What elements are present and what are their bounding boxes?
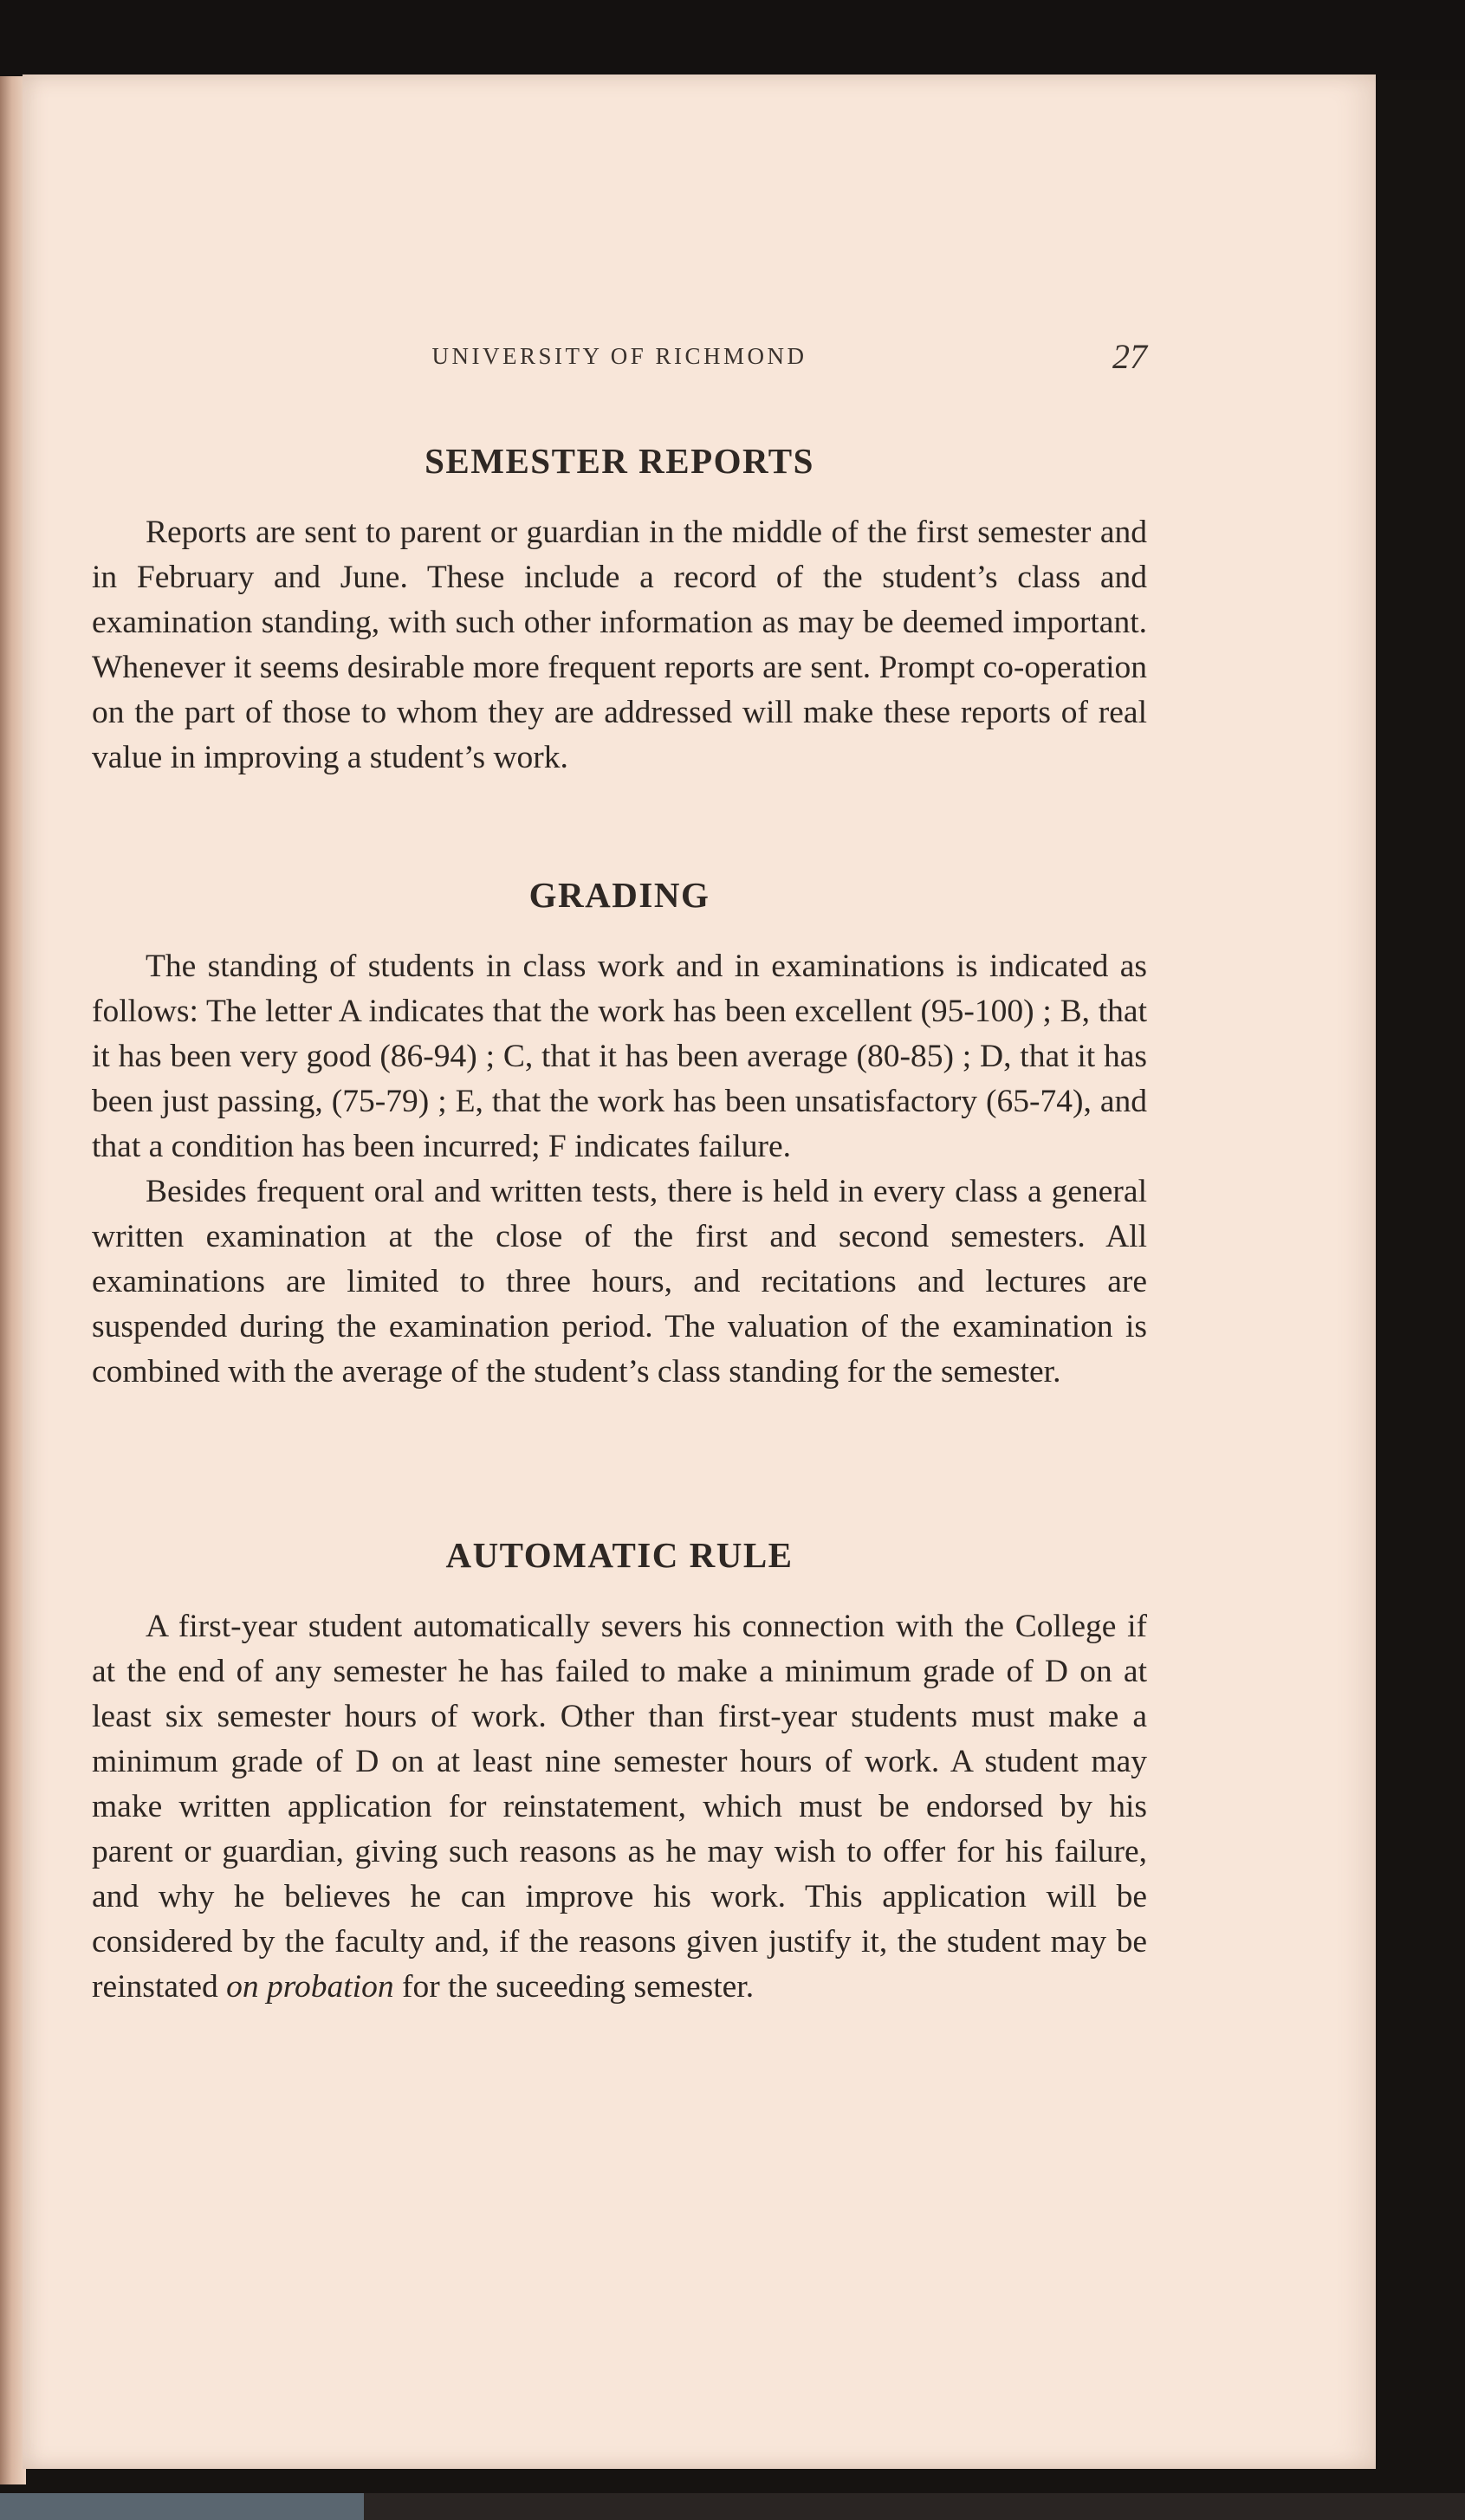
scan-background-top bbox=[0, 0, 1465, 80]
scan-color-bar bbox=[0, 2493, 364, 2520]
paragraph-text-end: for the suceeding semester. bbox=[401, 1969, 755, 2005]
section-heading: AUTOMATIC RULE bbox=[445, 1535, 794, 1575]
section-automatic-rule bbox=[92, 1535, 1147, 2010]
running-head-title: UNIVERSITY OF RICHMOND bbox=[431, 343, 807, 369]
section-grading bbox=[92, 875, 1147, 1395]
section-semester-reports bbox=[92, 441, 1147, 781]
running-head bbox=[92, 336, 1147, 379]
paragraph: The standing of students in class work and in examinations is indicated as follows: The letter A indicates that the work has been excellent (95-100) ; B, that it has been very good (86-94) ; C, that it has been average (80-85) ; D, that it has been just passing, (75-79) ; E, that the work has been unsatisfactory (65-74), and that a condition has been incurred; F indicates failure. bbox=[92, 949, 1147, 1164]
section-heading: GRADING bbox=[528, 875, 710, 915]
paragraph bbox=[92, 1604, 1147, 2010]
section-heading: SEMESTER REPORTS bbox=[425, 441, 814, 481]
paragraph: Reports are sent to parent or guardian in the middle of the first semester and in February and June. These include a record of the student’s class and examination standing, with such other information as may be deemed important. Whenever it seems desirable more frequent reports are sent. Prompt co-operation on the part of those to whom they are addressed will make these reports of real value in improving a student’s work. bbox=[92, 515, 1147, 775]
paragraph-text: A first-year student automatically severs his connection with the College if at the end of any semester he has failed to make a minimum grade of D on at least six semester hours of work. Other than first-year students must make a minimum grade of D on at least nine semester hours of work. A student may make written application for reinstatement, which must be endorsed by his parent or guardian, giving such reasons as he may wish to offer for his failure, and why he believes he can improve his work. This application will be considered by the faculty and, if the reasons given justify it, the student may be reinstated bbox=[92, 1609, 1147, 2005]
italic-emphasis: on probation bbox=[226, 1969, 394, 2005]
paragraph: Besides frequent oral and written tests, there is held in every class a general written examination at the close of the first and second semesters. All examinations are limited to three hours, and recitations and lectures are suspended during the examination period. The valuation of the examination is combined with the average of the student’s class standing for the semester. bbox=[92, 1174, 1147, 1390]
page-number: 27 bbox=[1112, 337, 1147, 376]
